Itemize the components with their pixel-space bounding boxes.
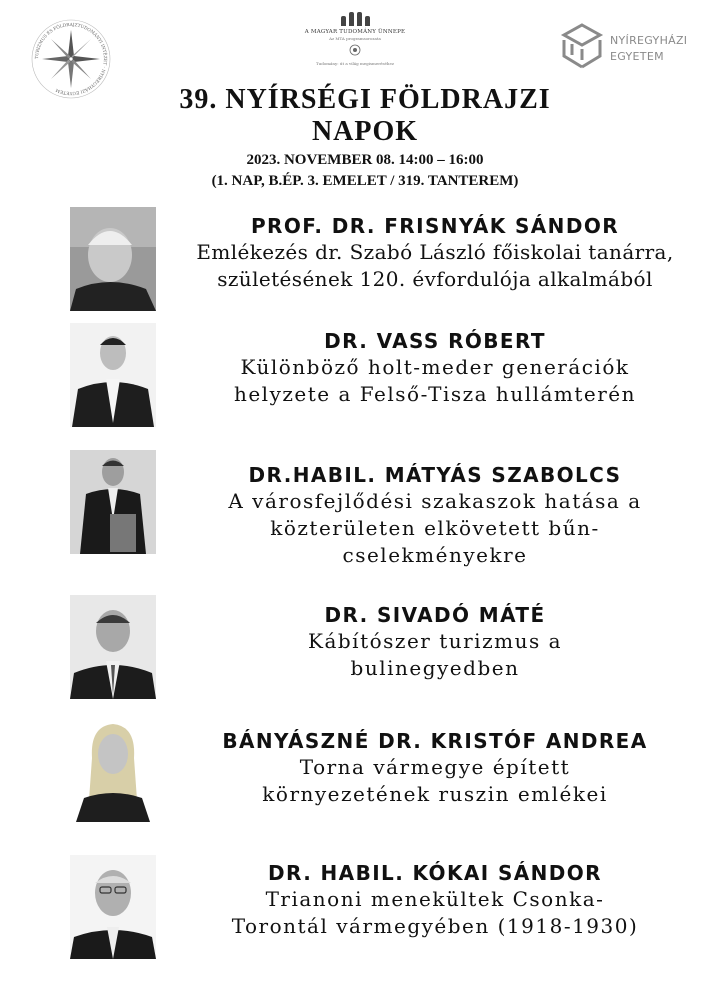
talk-title-line: Kábítószer turizmus a — [308, 629, 562, 653]
seal-ring-text: TURIZMUS ÉS FÖLDRAJZTUDOMÁNYI INTÉZET · NYÍREGYHÁZI EGYETEM — [34, 22, 108, 96]
speaker-block — [175, 860, 695, 940]
person-portrait-icon — [70, 207, 156, 311]
talk-title-line: közterületen elkövetett bűn- — [270, 516, 600, 540]
university-logo — [560, 22, 700, 72]
person-portrait-icon — [70, 718, 156, 822]
person-portrait-icon — [70, 450, 156, 554]
speaker-name: PROF. DR. FRISNYÁK SÁNDOR — [250, 214, 620, 238]
cube-logo-icon — [560, 22, 604, 70]
speaker-name: DR.HABIL. MÁTYÁS SZABOLCS — [248, 463, 622, 487]
speaker-block — [175, 328, 695, 408]
talk-title-line: születésének 120. évfordulója alkalmából — [217, 267, 653, 291]
talk-title-line: Trianoni menekültek Csonka- — [265, 887, 605, 911]
person-portrait-icon — [70, 595, 156, 699]
speaker-name: DR. HABIL. KÓKAI SÁNDOR — [268, 861, 602, 885]
talk-title-line: A városfejlődési szakaszok hatása a — [228, 489, 642, 513]
university-name-line2: EGYETEM — [610, 50, 664, 63]
mini-emblem-icon — [349, 44, 361, 56]
speaker-photo — [70, 595, 156, 699]
talk-title-line: bulinegyedben — [350, 656, 520, 680]
speaker-name: DR. VASS RÓBERT — [324, 329, 546, 353]
speaker-block — [175, 728, 695, 808]
speaker-name: DR. SIVADÓ MÁTÉ — [324, 603, 546, 627]
speaker-photo — [70, 323, 156, 427]
talk-title-line: Különböző holt-meder generációk — [240, 355, 630, 379]
talk-title-line: helyzete a Felső-Tisza hullámterén — [233, 382, 637, 406]
person-portrait-icon — [70, 855, 156, 959]
event-title-line2: NAPOK — [311, 116, 419, 147]
university-name-line1: NYÍREGYHÁZI — [610, 34, 688, 47]
speaker-block — [175, 462, 695, 569]
speaker-photo — [70, 855, 156, 959]
event-title-line1: 39. NYÍRSÉGI FÖLDRAJZI — [179, 84, 551, 115]
speaker-block — [175, 213, 695, 293]
person-portrait-icon — [70, 323, 156, 427]
talk-title-line: Torna vármegye épített — [299, 755, 571, 779]
event-date: 2023. NOVEMBER 08. 14:00 – 16:00 — [246, 152, 484, 168]
speaker-photo — [70, 450, 156, 554]
science-festival-logo-icon — [300, 12, 410, 26]
speaker-photo — [70, 718, 156, 822]
festival-title: A MAGYAR TUDOMÁNY ÜNNEPE — [304, 29, 406, 35]
event-location: (1. NAP, B.ÉP. 3. EMELET / 319. TANTEREM) — [211, 173, 519, 189]
festival-motto: Tudomány: út a világ megismeréséhez — [316, 61, 394, 66]
talk-title-line: környezetének ruszin emlékei — [262, 782, 608, 806]
talk-title-line: Emlékezés dr. Szabó László főiskolai tanárra, — [196, 240, 674, 264]
festival-subtitle: Az MTA programsorozata — [329, 36, 381, 41]
science-festival-logo — [300, 12, 410, 80]
speaker-block — [175, 602, 695, 682]
speaker-name: BÁNYÁSZNÉ DR. KRISTÓF ANDREA — [222, 729, 648, 753]
talk-title-line: Torontál vármegyében (1918-1930) — [231, 914, 639, 938]
speaker-photo — [70, 207, 156, 311]
talk-title-line: cselekményekre — [342, 543, 528, 567]
